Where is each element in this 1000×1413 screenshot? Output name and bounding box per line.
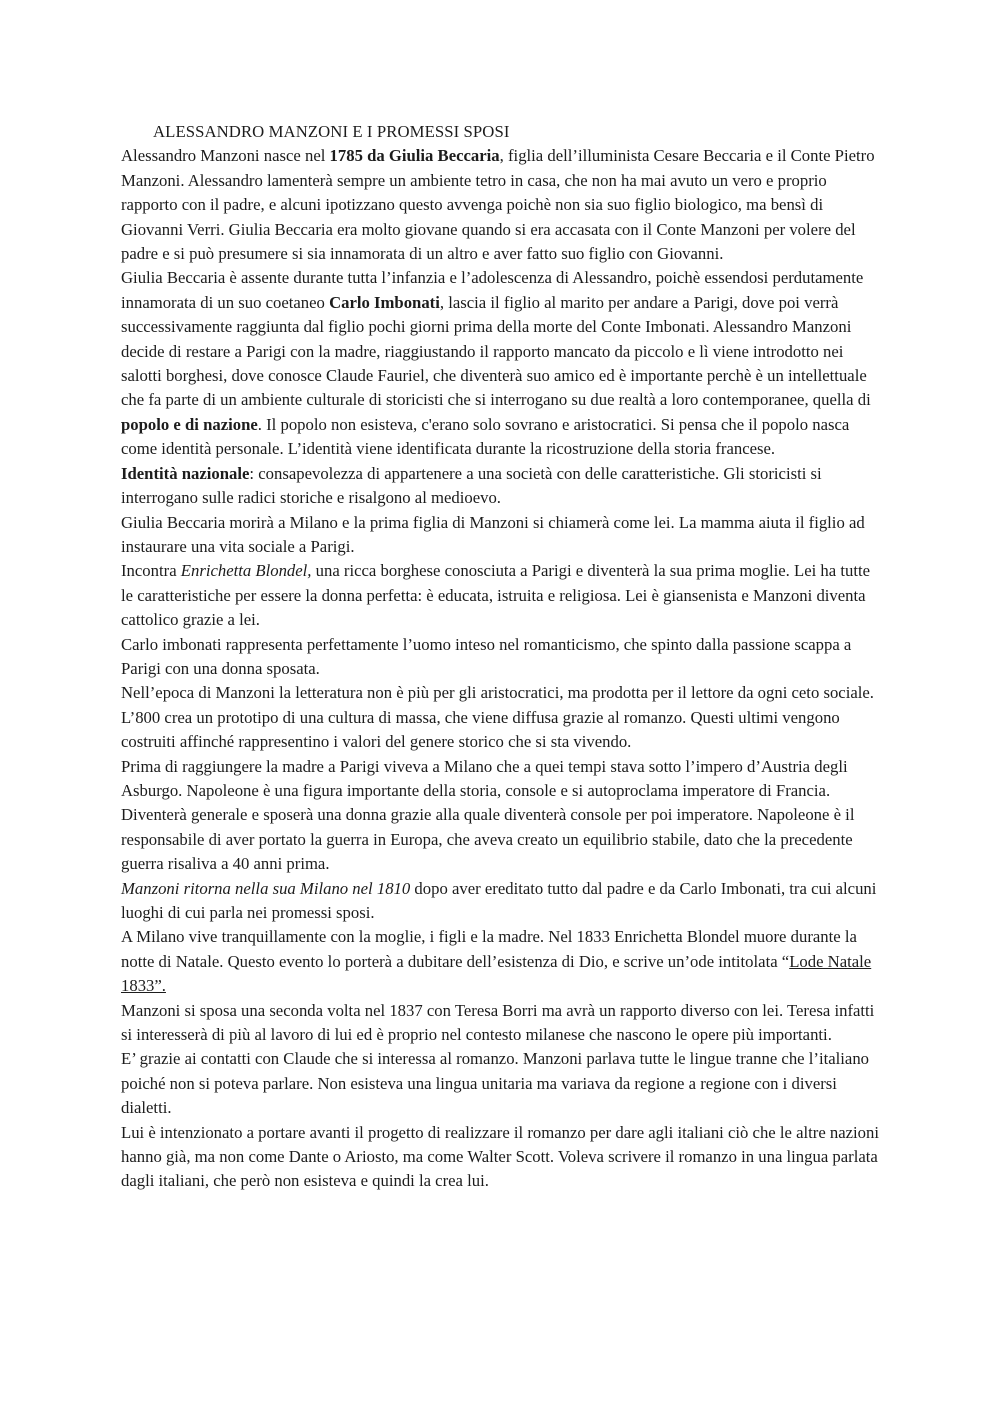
italic-run: Enrichetta Blondel,	[180, 561, 312, 581]
text-run: A Milano vive tranquillamente con la moglie, i figli e la madre. Nel 1833 Enrichetta Blondel muore durante la notte di Natale. Questo evento lo porterà a dubitare dell’esistenza di Dio, e scrive un’ode intitolata “	[121, 927, 857, 971]
paragraph-blondel-death	[121, 925, 883, 998]
document-page	[121, 120, 883, 1194]
underline-run: Lode Natale 1833”.	[121, 951, 872, 996]
paragraph-novel-project: Lui è intenzionato a portare avanti il progetto di realizzare il romanzo per dare agli italiani ciò che le altre nazioni hanno già, ma non come Dante o Ariosto, ma come Walter Scott. Voleva scrivere il romanzo in una lingua parlata dagli italiani, che però non esisteva e quindi la crea lui.	[121, 1122, 880, 1191]
text-run: Giulia Beccaria è assente durante tutta l’infanzia e l’adolescenza di Alessandro, poichè essendosi perdutamente innamorata di un suo coetaneo	[121, 268, 864, 312]
paragraph-napoleon: Prima di raggiungere la madre a Parigi viveva a Milano che a quei tempi stava sotto l’impero d’Austria degli Asburgo. Napoleone è una figura importante della storia, console e si autoproclama imperatore di Francia. Diventerà generale e sposerà una donna grazie alla quale diventerà console per poi imperatore. Napoleone è il responsabile di aver portato la guerra in Europa, che aveva creato un equilibrio stabile, dato che la precedente guerra risaliva a 40 anni prima.	[121, 756, 855, 874]
paragraph-teresa: Manzoni si sposa una seconda volta nel 1837 con Teresa Borri ma avrà un rapporto diverso con lei. Teresa infatti si interesserà di più al lavoro di lui ed è proprio nel contesto milanese che nascono le opere più importanti.	[121, 1000, 875, 1045]
document-title: ALESSANDRO MANZONI E I PROMESSI SPOSI	[153, 122, 510, 141]
text-run: . Il popolo non esisteva, c'erano solo sovrano e aristocratici. Si pensa che il popolo nasca come identità personale. L’identità viene identificata durante la ricostruzione della storia francese.	[121, 414, 850, 459]
text-run: : consapevolezza di appartenere a una società con delle caratteristiche. Gli storicisti si interrogano sulle radici storiche e risalgono al medioevo.	[121, 463, 822, 508]
bold-run: Identità nazionale	[121, 463, 250, 483]
text-run: , figlia dell’illuminista Cesare Beccaria e il Conte Pietro Manzoni. Alessandro lamenterà sempre un ambiente tetro in casa, che non ha mai avuto un vero e proprio rapporto con il padre, e alcuni ipotizzano questo avvenga poichè non sia suo figlio biologico, ma bensì di Giovanni Verri. Giulia Beccaria era molto giovane quando si era accasata con il Conte Manzoni per volere del padre e si può presumere si sia innamorata di un altro e aver fatto suo figlio con Giovanni.	[121, 146, 875, 264]
text-run: Incontra	[121, 561, 181, 581]
text-run: Alessandro Manzoni nasce nel	[121, 146, 330, 166]
paragraph-birth	[121, 144, 883, 266]
paragraph-mother: Giulia Beccaria morirà a Milano e la prima figlia di Manzoni si chiamerà come lei. La mamma aiuta il figlio ad instaurare una vita sociale a Parigi.	[121, 512, 865, 556]
paragraph-literature: Nell’epoca di Manzoni la letteratura non è più per gli aristocratici, ma prodotta per il lettore da ogni ceto sociale. L’800 crea un prototipo di una cultura di massa, che viene diffusa grazie al romanzo. Questi ultimi vengono costruiti affinché rappresentino i valori del genere storico che si sta vivendo.	[121, 683, 874, 752]
paragraph-enrichetta	[121, 559, 883, 632]
bold-run: popolo e di nazione	[121, 414, 258, 434]
text-run: una ricca borghese conosciuta a Parigi e diventerà la sua prima moglie. Lei ha tutte le caratteristiche per essere la donna perfetta: è educata, istruita e religiosa. Lei è giansenista e Manzoni diventa cattolico grazie a lei.	[121, 561, 871, 630]
paragraph-imbonati: Carlo imbonati rappresenta perfettamente l’uomo inteso nel romanticismo, che spinto dalla passione scappa a Parigi con una donna sposata.	[121, 634, 852, 678]
italic-run: Manzoni ritorna nella sua Milano nel 1810	[121, 878, 411, 898]
paragraph-return-milan	[121, 877, 883, 926]
paragraph-national-identity	[121, 462, 883, 511]
text-run: , lascia il figlio al marito per andare a Parigi, dove poi verrà successivamente raggiunta dal figlio pochi giorni prima della morte del Conte Imbonati. Alessandro Manzoni decide di restare a Parigi con la madre, riaggiustando il rapporto mancato da piccolo e lì viene introdotto nei salotti borghesi, dove conosce Claude Fauriel, che diventerà suo amico ed è importante perchè è un intellettuale che fa parte di un ambiente culturale di storicisti che si interrogano su due realtà a loro contemporanee, quella di	[121, 292, 871, 410]
bold-run: Carlo Imbonati	[329, 292, 440, 312]
text-run: dopo aver ereditato tutto dal padre e da Carlo Imbonati, tra cui alcuni luoghi di cui parla nei promessi sposi.	[121, 878, 877, 922]
paragraph-language: E’ grazie ai contatti con Claude che si interessa al romanzo. Manzoni parlava tutte le lingue tranne che l’italiano poiché non si poteva parlare. Non esisteva una lingua unitaria ma variava da regione a regione con i diversi dialetti.	[121, 1049, 870, 1118]
paragraph-paris	[121, 266, 883, 461]
bold-run: 1785 da Giulia Beccaria	[329, 146, 500, 166]
